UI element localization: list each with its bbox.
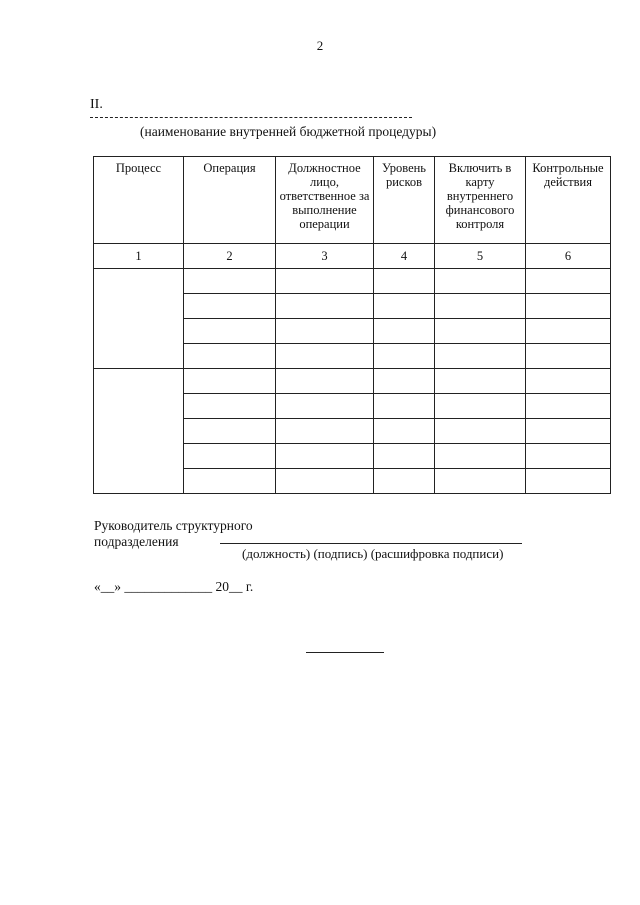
table-cell [435, 444, 526, 469]
table-cell [276, 319, 374, 344]
signature-block [94, 518, 253, 550]
table-cell [526, 469, 611, 494]
column-number: 2 [184, 244, 276, 269]
table-cell [435, 394, 526, 419]
table-cell [184, 469, 276, 494]
column-number: 1 [94, 244, 184, 269]
column-number-row [94, 244, 611, 269]
table-cell [276, 469, 374, 494]
table-cell [276, 269, 374, 294]
table-cell [276, 419, 374, 444]
table-cell [276, 369, 374, 394]
procedure-matrix-table [93, 156, 611, 494]
table-cell [184, 269, 276, 294]
table-cell [526, 444, 611, 469]
table-cell [526, 269, 611, 294]
column-number: 5 [435, 244, 526, 269]
procedure-name-line [90, 117, 412, 118]
table-cell [435, 269, 526, 294]
header-control-actions: Контрольные действия [526, 157, 611, 244]
table-cell [184, 369, 276, 394]
column-number: 6 [526, 244, 611, 269]
table-cell [526, 369, 611, 394]
process-cell [94, 369, 184, 494]
signature-title-line2: подразделения [94, 534, 179, 549]
table-cell [184, 419, 276, 444]
header-risk-level: Уровень рисков [374, 157, 435, 244]
process-cell [94, 269, 184, 369]
date-line: «__» _____________ 20__ г. [94, 579, 254, 594]
table-cell [526, 419, 611, 444]
table-cell [276, 444, 374, 469]
table-cell [374, 294, 435, 319]
table-cell [435, 319, 526, 344]
header-include-in-control-map: Включить в карту внутреннего финансового контроля [435, 157, 526, 244]
signature-caption: (должность) (подпись) (расшифровка подписи) [242, 546, 504, 561]
table-row [94, 269, 611, 294]
page-number: 2 [316, 38, 324, 53]
table-header-row [94, 157, 611, 244]
table-cell [526, 344, 611, 369]
column-number: 4 [374, 244, 435, 269]
signature-line [220, 543, 522, 544]
section-number: II. [90, 97, 103, 112]
header-responsible-official: Должностное лицо, ответственное за выполнение операции [276, 157, 374, 244]
table-cell [374, 369, 435, 394]
table-cell [276, 294, 374, 319]
table-cell [184, 344, 276, 369]
table-cell [184, 294, 276, 319]
table-cell [374, 469, 435, 494]
table-cell [526, 319, 611, 344]
procedure-caption: (наименование внутренней бюджетной процедуры) [140, 124, 437, 139]
table-cell [435, 344, 526, 369]
table-cell [435, 419, 526, 444]
table-cell [374, 444, 435, 469]
table-cell [276, 344, 374, 369]
table-cell [184, 444, 276, 469]
table-cell [435, 469, 526, 494]
table-cell [435, 294, 526, 319]
table-cell [526, 394, 611, 419]
header-operation: Операция [184, 157, 276, 244]
table-cell [184, 394, 276, 419]
table-cell [276, 394, 374, 419]
end-of-document-line [306, 652, 384, 653]
table-cell [374, 419, 435, 444]
table-cell [374, 319, 435, 344]
table-cell [374, 269, 435, 294]
table-cell [184, 319, 276, 344]
table-cell [526, 294, 611, 319]
table-cell [374, 344, 435, 369]
signature-title-line1: Руководитель структурного [94, 518, 253, 533]
header-process: Процесс [94, 157, 184, 244]
table-row [94, 369, 611, 394]
table-cell [374, 394, 435, 419]
table-cell [435, 369, 526, 394]
column-number: 3 [276, 244, 374, 269]
